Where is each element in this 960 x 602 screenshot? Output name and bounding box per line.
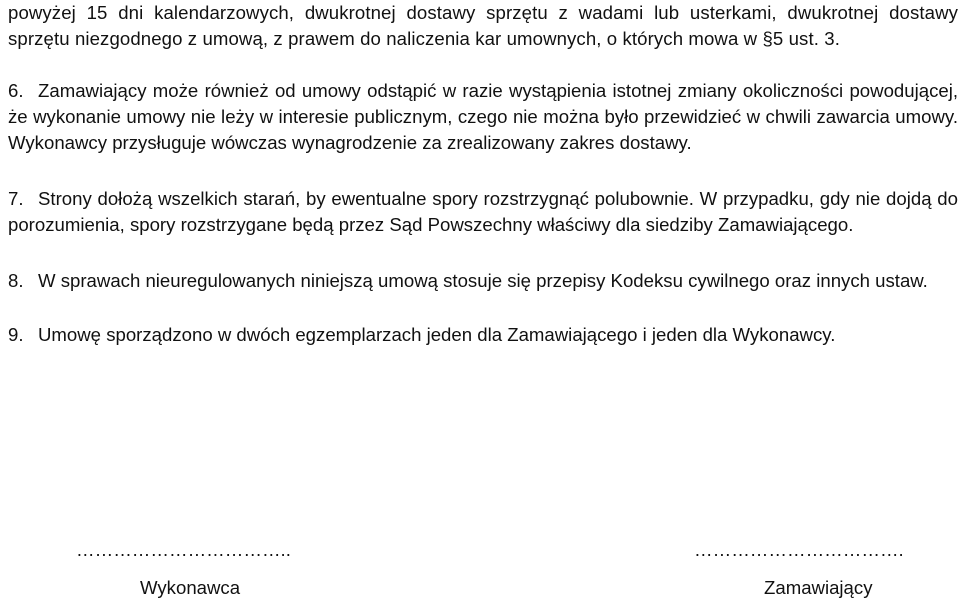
clause-text: Zamawiający może również od umowy odstąpić w razie wystąpienia istotnej zmiany okoliczności powodującej, że wykonanie umowy nie leży w interesie publicznym, czego nie można było przewidzieć w chwili zawarcia umowy. Wykonawcy przysługuje wówczas wynagrodzenie za zrealizowany zakres dostawy. <box>8 80 958 154</box>
clause-9 <box>8 322 958 348</box>
clause-number: 6. <box>8 80 24 101</box>
clause-8 <box>8 268 958 294</box>
contractor-signature-line: …………………………….. <box>76 539 291 560</box>
clause-text: Strony dołożą wszelkich starań, by ewentualne spory rozstrzygnąć polubownie. W przypadku, gdy nie dojdą do porozumienia, spory rozstrzygane będą przez Sąd Powszechny właściwy dla siedziby Zamawiającego. <box>8 188 958 236</box>
intro-paragraph: powyżej 15 dni kalendarzowych, dwukrotnej dostawy sprzętu z wadami lub usterkami, dwukrotnej dostawy sprzętu niezgodnego z umową, z prawem do naliczenia kar umownych, o których mowa w §5 ust. 3. <box>8 2 958 50</box>
clause-number: 9. <box>8 324 24 345</box>
clause-7 <box>8 186 958 238</box>
clause-text: Umowę sporządzono w dwóch egzemplarzach jeden dla Zamawiającego i jeden dla Wykonawcy. <box>38 324 836 345</box>
clause-text: W sprawach nieuregulowanych niniejszą umową stosuje się przepisy Kodeksu cywilnego oraz innych ustaw. <box>38 270 928 291</box>
clause-6 <box>8 78 958 157</box>
clause-number: 8. <box>8 270 24 291</box>
clause-number: 7. <box>8 188 24 209</box>
client-signature-label: Zamawiający <box>764 577 873 598</box>
client-signature-line: ……………………………. <box>694 539 904 560</box>
contractor-signature-label: Wykonawca <box>140 577 241 598</box>
